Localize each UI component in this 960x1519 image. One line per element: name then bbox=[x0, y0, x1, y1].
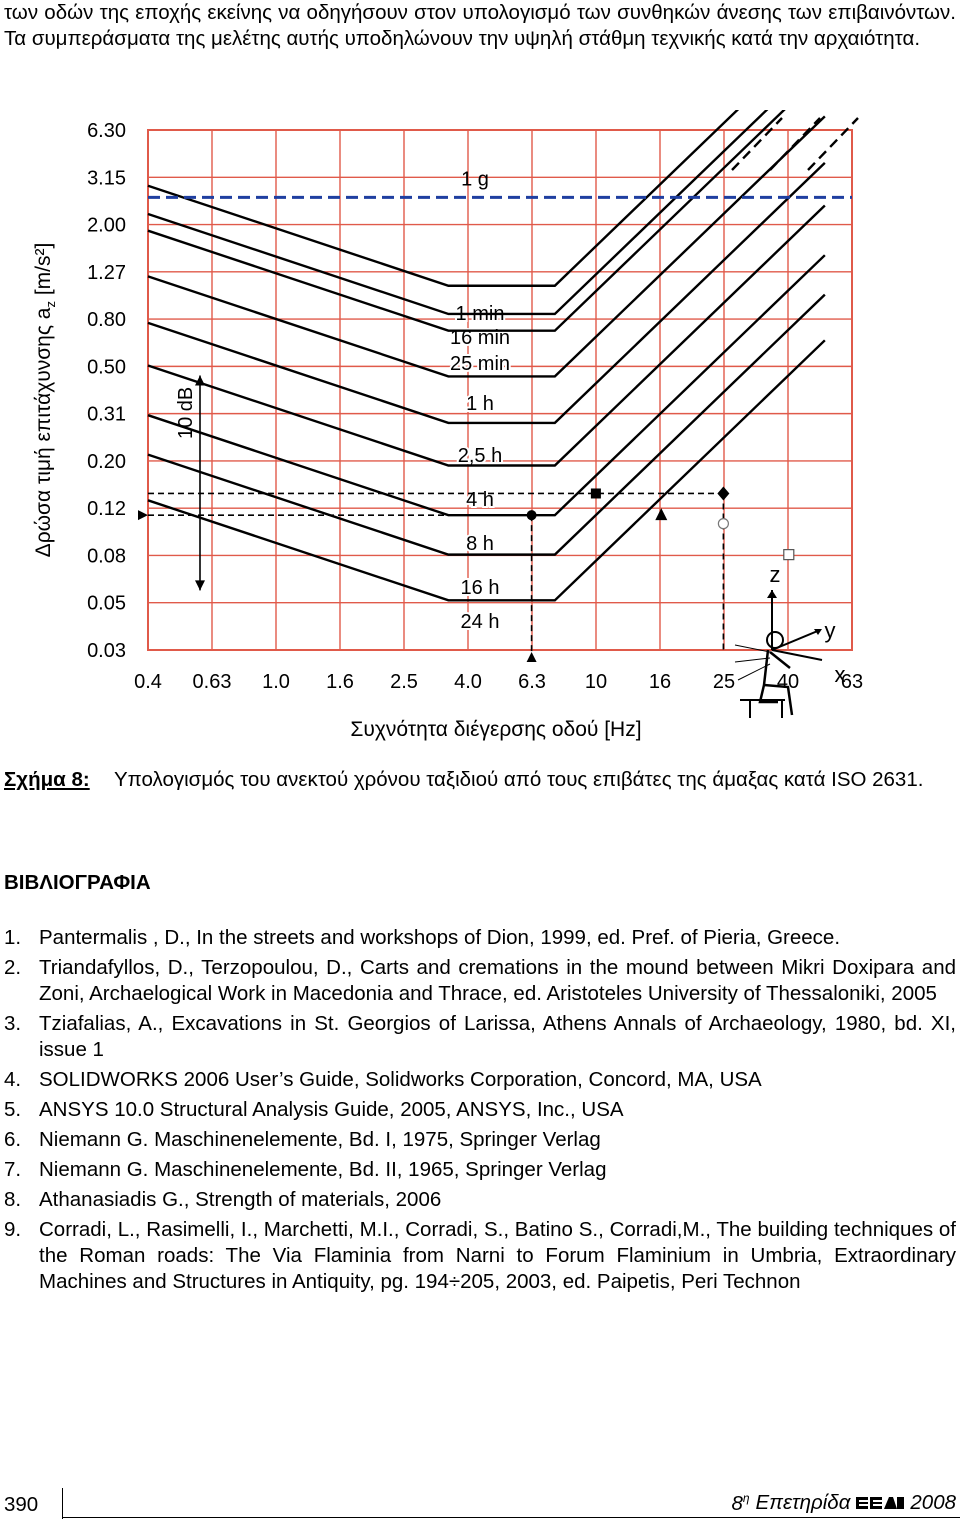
x-axis-label: Συχνότητα διέγερσης οδού [Hz] bbox=[350, 718, 642, 741]
x-tick-label: 10 bbox=[584, 671, 608, 693]
y-tick-label: 0.12 bbox=[87, 498, 126, 521]
exposure-curve-label: 2,5 h bbox=[457, 445, 503, 467]
reference-text: Pantermalis , D., In the streets and workshops of Dion, 1999, ed. Pref. of Pieria, Greece. bbox=[39, 926, 841, 949]
x-tick-label: 1.6 bbox=[326, 671, 354, 693]
x-tick-label: 2.5 bbox=[390, 671, 418, 693]
y-arrow bbox=[138, 510, 148, 520]
exposure-curve-label: 4 h bbox=[466, 489, 494, 511]
y-axis-label-unit: [m/s²] bbox=[32, 242, 55, 301]
reference-number: 6. bbox=[4, 1128, 22, 1151]
conference-footer bbox=[731, 1491, 956, 1516]
conf-number: 8 bbox=[731, 1491, 743, 1515]
y-tick-label: 2.00 bbox=[87, 214, 126, 237]
reference-item bbox=[4, 1011, 956, 1063]
seated-person-figure bbox=[735, 562, 846, 718]
x-tick-label: 0.63 bbox=[192, 671, 232, 693]
conf-word: Επετηρίδα bbox=[755, 1491, 851, 1515]
y-tick-label: 0.80 bbox=[87, 309, 126, 332]
db-label: 10 dB bbox=[175, 386, 197, 440]
exposure-curve-label: 25 min bbox=[449, 353, 511, 375]
plot-frame bbox=[148, 130, 852, 650]
y-tick-label: 0.20 bbox=[87, 450, 126, 473]
y-tick-label: 0.05 bbox=[87, 592, 126, 615]
reference-text: Triandafyllos, D., Terzopoulou, D., Carts and cremations in the mound between Mikri Doxipara and Zoni, Archaelogical Work in Macedonia and Thrace, ed. Aristoteles University of Thessaloniki, 2005 bbox=[39, 956, 956, 1005]
marker-open-square bbox=[784, 550, 794, 560]
reference-number: 3. bbox=[4, 1012, 22, 1035]
eedm-logo bbox=[856, 1495, 904, 1511]
reference-text: Niemann G. Maschinenelemente, Bd. II, 1965, Springer Verlag bbox=[39, 1158, 607, 1181]
reference-text: Niemann G. Maschinenelemente, Bd. I, 1975, Springer Verlag bbox=[39, 1128, 601, 1151]
axis-letter-x: x bbox=[834, 662, 846, 687]
footer-divider bbox=[62, 1488, 63, 1519]
x-tick-label: 6.3 bbox=[518, 671, 546, 693]
y-tick-label: 0.03 bbox=[87, 640, 126, 662]
y-tick-label: 0.50 bbox=[87, 356, 126, 379]
y-tick-label: 6.30 bbox=[87, 120, 126, 142]
reference-text: SOLIDWORKS 2006 User’s Guide, Solidworks Corporation, Concord, MA, USA bbox=[39, 1068, 762, 1091]
db-arrow-bottom bbox=[195, 580, 205, 590]
axis-letter-z: z bbox=[769, 562, 781, 587]
marker-filled-triangle bbox=[655, 508, 667, 520]
bibliography-heading: ΒΙΒΛΙΟΓΡΑΦΙΑ bbox=[4, 871, 151, 894]
reference-item bbox=[4, 1157, 956, 1183]
iso-2631-chart bbox=[0, 110, 960, 750]
reference-text: ANSYS 10.0 Structural Analysis Guide, 2005, ANSYS, Inc., USA bbox=[39, 1098, 624, 1121]
reference-number: 7. bbox=[4, 1158, 22, 1181]
reference-item bbox=[4, 1067, 956, 1093]
exposure-curve-label: 24 h bbox=[460, 611, 500, 633]
reference-number: 9. bbox=[4, 1218, 22, 1241]
footer-rule bbox=[62, 1517, 960, 1518]
figure-caption bbox=[4, 766, 956, 793]
marker-filled-circle bbox=[527, 510, 537, 520]
exposure-curve-label: 1 h bbox=[466, 393, 494, 415]
reference-item bbox=[4, 1187, 956, 1213]
reference-number: 2. bbox=[4, 956, 22, 979]
caption-label: Σχήμα 8: bbox=[4, 768, 90, 791]
reference-line-label: 1 g bbox=[461, 168, 489, 191]
x-tick-label: 25 bbox=[712, 671, 736, 693]
axis-letter-y: y bbox=[824, 618, 836, 643]
x-tick-label: 16 bbox=[648, 671, 672, 693]
chart-grid bbox=[148, 130, 852, 650]
caption-text: Υπολογισμός του ανεκτού χρόνου ταξιδιού από τους επιβάτες της άμαξας κατά ISO 2631. bbox=[114, 768, 924, 791]
x-tick-label: 0.4 bbox=[134, 671, 162, 693]
reference-number: 8. bbox=[4, 1188, 22, 1211]
exposure-curve-label: 16 h bbox=[460, 577, 500, 599]
exposure-curve-label: 8 h bbox=[466, 533, 494, 555]
reference-number: 5. bbox=[4, 1098, 22, 1121]
reference-item bbox=[4, 1217, 956, 1295]
y-tick-label: 3.15 bbox=[87, 167, 126, 190]
x-tick-label: 4.0 bbox=[454, 671, 482, 693]
reference-text: Athanasiadis G., Strength of materials, 2006 bbox=[39, 1188, 442, 1211]
x-arrow bbox=[527, 652, 537, 662]
exposure-curve-label: 16 min bbox=[449, 327, 511, 349]
reference-number: 4. bbox=[4, 1068, 22, 1091]
reference-text: Corradi, L., Rasimelli, I., Marchetti, M.I., Corradi, S., Batino S., Corradi,M., The building techniques of the Roman roads: The Via Flaminia from Narni to Forum Flaminium in Umbria, Extraordinary Machines and Structures in Antiquity, pg. 194÷205, 2003, ed. Paipetis, Peri Technon bbox=[39, 1218, 956, 1293]
y-tick-label: 1.27 bbox=[87, 261, 126, 284]
y-axis-label-subscript: z bbox=[43, 301, 58, 308]
tick-labels bbox=[32, 120, 863, 741]
y-axis-label: Δρώσα τιμή επιτάχυνσης $a_z$ [m/s²] bbox=[32, 242, 58, 558]
reference-item bbox=[4, 1127, 956, 1153]
reference-item bbox=[4, 925, 956, 951]
x-tick-label: 1.0 bbox=[262, 671, 290, 693]
reference-list bbox=[4, 925, 956, 1299]
x-tick-label: 40 bbox=[776, 671, 800, 693]
x-tick-label: 63 bbox=[840, 671, 864, 693]
y-tick-label: 0.08 bbox=[87, 545, 126, 568]
y-tick-label: 0.31 bbox=[87, 403, 126, 426]
exposure-curve-label: 1 min bbox=[455, 303, 505, 325]
reference-item bbox=[4, 955, 956, 1007]
reference-item bbox=[4, 1097, 956, 1123]
page-number: 390 bbox=[4, 1493, 39, 1516]
marker-filled-square bbox=[591, 488, 601, 498]
intro-text: των οδών της εποχής εκείνης να οδηγήσουν στον υπολογισμό των συνθηκών άνεσης των επιβαινόντων. Τα συμπεράσματα της μελέτης αυτής υποδηλώνουν την υψηλή στάθμη τεχνικής κατά την αρχαιότητα. bbox=[4, 1, 956, 50]
marker-filled-diamond bbox=[717, 486, 729, 500]
conf-sup: η bbox=[742, 1491, 750, 1505]
conf-year: 2008 bbox=[910, 1491, 956, 1515]
reference-text: Tziafalias, A., Excavations in St. Georgios of Larissa, Athens Annals of Archaeology, 1980, bd. XI, issue 1 bbox=[39, 1012, 956, 1061]
reference-number: 1. bbox=[4, 926, 22, 949]
marker-open-circle bbox=[718, 519, 728, 529]
curve-extension bbox=[732, 118, 782, 170]
intro-paragraph bbox=[4, 0, 956, 52]
